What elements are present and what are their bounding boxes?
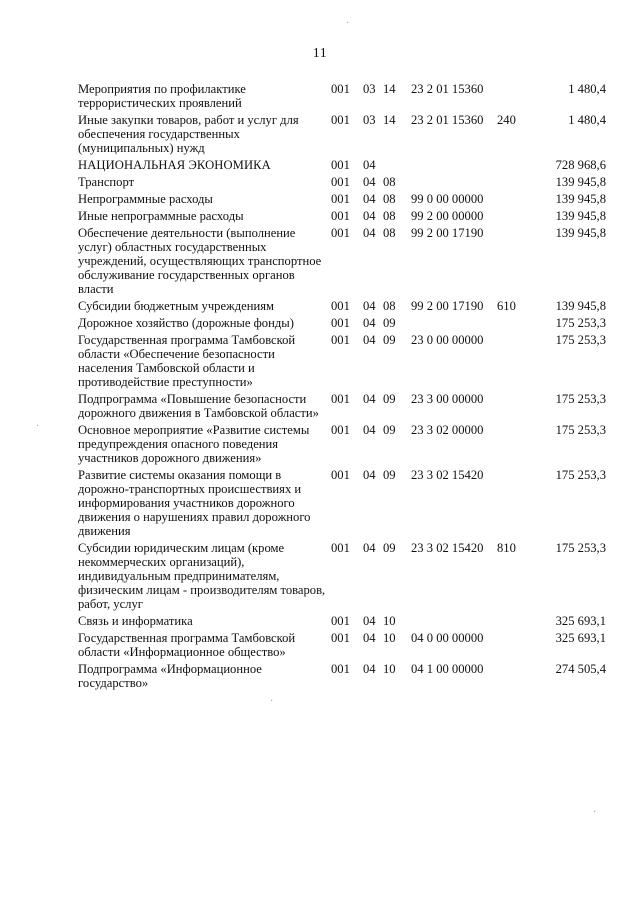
amount-value: 139 945,8 bbox=[555, 175, 606, 189]
section-code: 04 bbox=[363, 316, 376, 330]
expense-item-name: НАЦИОНАЛЬНАЯ ЭКОНОМИКА bbox=[78, 158, 271, 172]
subsection-code: 09 bbox=[383, 541, 396, 555]
table-row bbox=[78, 631, 614, 659]
expense-item-name: Субсидии юридическим лицам (кроме некоммерческих организаций), индивидуальным предпринимателям, физическим лицам - производителям товаров, работ, услуг bbox=[78, 541, 326, 611]
ministry-code: 001 bbox=[331, 662, 350, 676]
expense-item-name: Государственная программа Тамбовской области «Информационное общество» bbox=[78, 631, 296, 659]
target-article-code: 23 3 02 15420 bbox=[411, 468, 484, 482]
subsection-code: 09 bbox=[383, 392, 396, 406]
ministry-code: 001 bbox=[331, 468, 350, 482]
amount-value: 139 945,8 bbox=[555, 226, 606, 240]
section-code: 04 bbox=[363, 541, 376, 555]
section-code: 04 bbox=[363, 209, 376, 223]
expense-item-name: Мероприятия по профилактике террористических проявлений bbox=[78, 82, 246, 110]
section-code: 04 bbox=[363, 175, 376, 189]
table-row bbox=[78, 209, 614, 223]
expense-item-name: Иные закупки товаров, работ и услуг для обеспечения государственных (муниципальных) нужд bbox=[78, 113, 299, 155]
section-code: 04 bbox=[363, 392, 376, 406]
subsection-code: 08 bbox=[383, 299, 396, 313]
subsection-code: 10 bbox=[383, 631, 396, 645]
table-row bbox=[78, 316, 614, 330]
scan-dot-mark: · bbox=[270, 696, 274, 707]
ministry-code: 001 bbox=[331, 392, 350, 406]
table-row bbox=[78, 113, 614, 155]
ministry-code: 001 bbox=[331, 209, 350, 223]
section-code: 04 bbox=[363, 333, 376, 347]
ministry-code: 001 bbox=[331, 158, 350, 172]
table-row bbox=[78, 192, 614, 206]
amount-value: 175 253,3 bbox=[555, 468, 606, 482]
subsection-code: 09 bbox=[383, 423, 396, 437]
expense-item-name: Субсидии бюджетным учреждениям bbox=[78, 299, 274, 313]
amount-value: 728 968,6 bbox=[555, 158, 606, 172]
ministry-code: 001 bbox=[331, 192, 350, 206]
section-code: 04 bbox=[363, 468, 376, 482]
table-row bbox=[78, 541, 614, 611]
subsection-code: 08 bbox=[383, 175, 396, 189]
section-code: 04 bbox=[363, 662, 376, 676]
section-code: 04 bbox=[363, 299, 376, 313]
ministry-code: 001 bbox=[331, 631, 350, 645]
table-row bbox=[78, 82, 614, 110]
table-row bbox=[78, 662, 614, 690]
target-article-code: 04 0 00 00000 bbox=[411, 631, 484, 645]
subsection-code: 08 bbox=[383, 209, 396, 223]
target-article-code: 99 0 00 00000 bbox=[411, 192, 484, 206]
amount-value: 325 693,1 bbox=[555, 614, 606, 628]
section-code: 04 bbox=[363, 631, 376, 645]
ministry-code: 001 bbox=[331, 175, 350, 189]
section-code: 03 bbox=[363, 82, 376, 96]
subsection-code: 10 bbox=[383, 614, 396, 628]
ministry-code: 001 bbox=[331, 541, 350, 555]
table-row bbox=[78, 175, 614, 189]
amount-value: 139 945,8 bbox=[555, 299, 606, 313]
ministry-code: 001 bbox=[331, 299, 350, 313]
target-article-code: 99 2 00 17190 bbox=[411, 299, 484, 313]
target-article-code: 23 3 02 15420 bbox=[411, 541, 484, 555]
amount-value: 139 945,8 bbox=[555, 209, 606, 223]
table-row bbox=[78, 468, 614, 538]
expense-item-name: Дорожное хозяйство (дорожные фонды) bbox=[78, 316, 294, 330]
ministry-code: 001 bbox=[331, 614, 350, 628]
subsection-code: 14 bbox=[383, 113, 396, 127]
section-code: 04 bbox=[363, 423, 376, 437]
expense-type-code: 610 bbox=[497, 299, 516, 313]
amount-value: 1 480,4 bbox=[568, 82, 606, 96]
subsection-code: 10 bbox=[383, 662, 396, 676]
section-code: 04 bbox=[363, 192, 376, 206]
ministry-code: 001 bbox=[331, 226, 350, 240]
ministry-code: 001 bbox=[331, 333, 350, 347]
expense-item-name: Связь и информатика bbox=[78, 614, 193, 628]
target-article-code: 99 2 00 00000 bbox=[411, 209, 484, 223]
expense-type-code: 240 bbox=[497, 113, 516, 127]
amount-value: 175 253,3 bbox=[555, 423, 606, 437]
ministry-code: 001 bbox=[331, 316, 350, 330]
expense-item-name: Подпрограмма «Повышение безопасности дорожного движения в Тамбовской области» bbox=[78, 392, 319, 420]
table-row bbox=[78, 423, 614, 465]
expense-item-name: Непрограммные расходы bbox=[78, 192, 213, 206]
table-row bbox=[78, 333, 614, 389]
amount-value: 325 693,1 bbox=[555, 631, 606, 645]
table-row bbox=[78, 299, 614, 313]
section-code: 04 bbox=[363, 226, 376, 240]
ministry-code: 001 bbox=[331, 82, 350, 96]
subsection-code: 08 bbox=[383, 226, 396, 240]
section-code: 04 bbox=[363, 158, 376, 172]
subsection-code: 14 bbox=[383, 82, 396, 96]
expense-item-name: Обеспечение деятельности (выполнение услуг) областных государственных учреждений, осуществляющих транспортное обслуживание государственных органов власти bbox=[78, 226, 322, 296]
expense-item-name: Основное мероприятие «Развитие системы предупреждения опасного поведения участников дорожного движения» bbox=[78, 423, 310, 465]
expense-type-code: 810 bbox=[497, 541, 516, 555]
target-article-code: 23 3 02 00000 bbox=[411, 423, 484, 437]
budget-table bbox=[78, 82, 614, 693]
subsection-code: 09 bbox=[383, 333, 396, 347]
amount-value: 1 480,4 bbox=[568, 113, 606, 127]
table-row bbox=[78, 226, 614, 296]
subsection-code: 09 bbox=[383, 468, 396, 482]
table-row bbox=[78, 614, 614, 628]
target-article-code: 23 2 01 15360 bbox=[411, 113, 484, 127]
ministry-code: 001 bbox=[331, 113, 350, 127]
amount-value: 175 253,3 bbox=[555, 392, 606, 406]
expense-item-name: Подпрограмма «Информационное государство» bbox=[78, 662, 262, 690]
amount-value: 175 253,3 bbox=[555, 316, 606, 330]
subsection-code: 08 bbox=[383, 192, 396, 206]
table-row bbox=[78, 158, 614, 172]
target-article-code: 04 1 00 00000 bbox=[411, 662, 484, 676]
target-article-code: 23 2 01 15360 bbox=[411, 82, 484, 96]
section-code: 03 bbox=[363, 113, 376, 127]
section-code: 04 bbox=[363, 614, 376, 628]
amount-value: 139 945,8 bbox=[555, 192, 606, 206]
expense-item-name: Развитие системы оказания помощи в дорожно-транспортных происшествиях и информирования участников дорожного движения о нарушениях правил дорожного движения bbox=[78, 468, 311, 538]
scan-dot-mark: · bbox=[36, 421, 40, 432]
subsection-code: 09 bbox=[383, 316, 396, 330]
amount-value: 175 253,3 bbox=[555, 541, 606, 555]
expense-item-name: Государственная программа Тамбовской области «Обеспечение безопасности населения Тамбовской области и противодействие преступности» bbox=[78, 333, 296, 389]
amount-value: 175 253,3 bbox=[555, 333, 606, 347]
expense-item-name: Иные непрограммные расходы bbox=[78, 209, 244, 223]
page-number: 11 bbox=[312, 46, 328, 61]
target-article-code: 23 3 00 00000 bbox=[411, 392, 484, 406]
target-article-code: 99 2 00 17190 bbox=[411, 226, 484, 240]
expense-item-name: Транспорт bbox=[78, 175, 135, 189]
target-article-code: 23 0 00 00000 bbox=[411, 333, 484, 347]
scan-dot-mark: · bbox=[346, 18, 350, 29]
table-row bbox=[78, 392, 614, 420]
scan-dot-mark: · bbox=[593, 807, 597, 818]
amount-value: 274 505,4 bbox=[555, 662, 606, 676]
ministry-code: 001 bbox=[331, 423, 350, 437]
